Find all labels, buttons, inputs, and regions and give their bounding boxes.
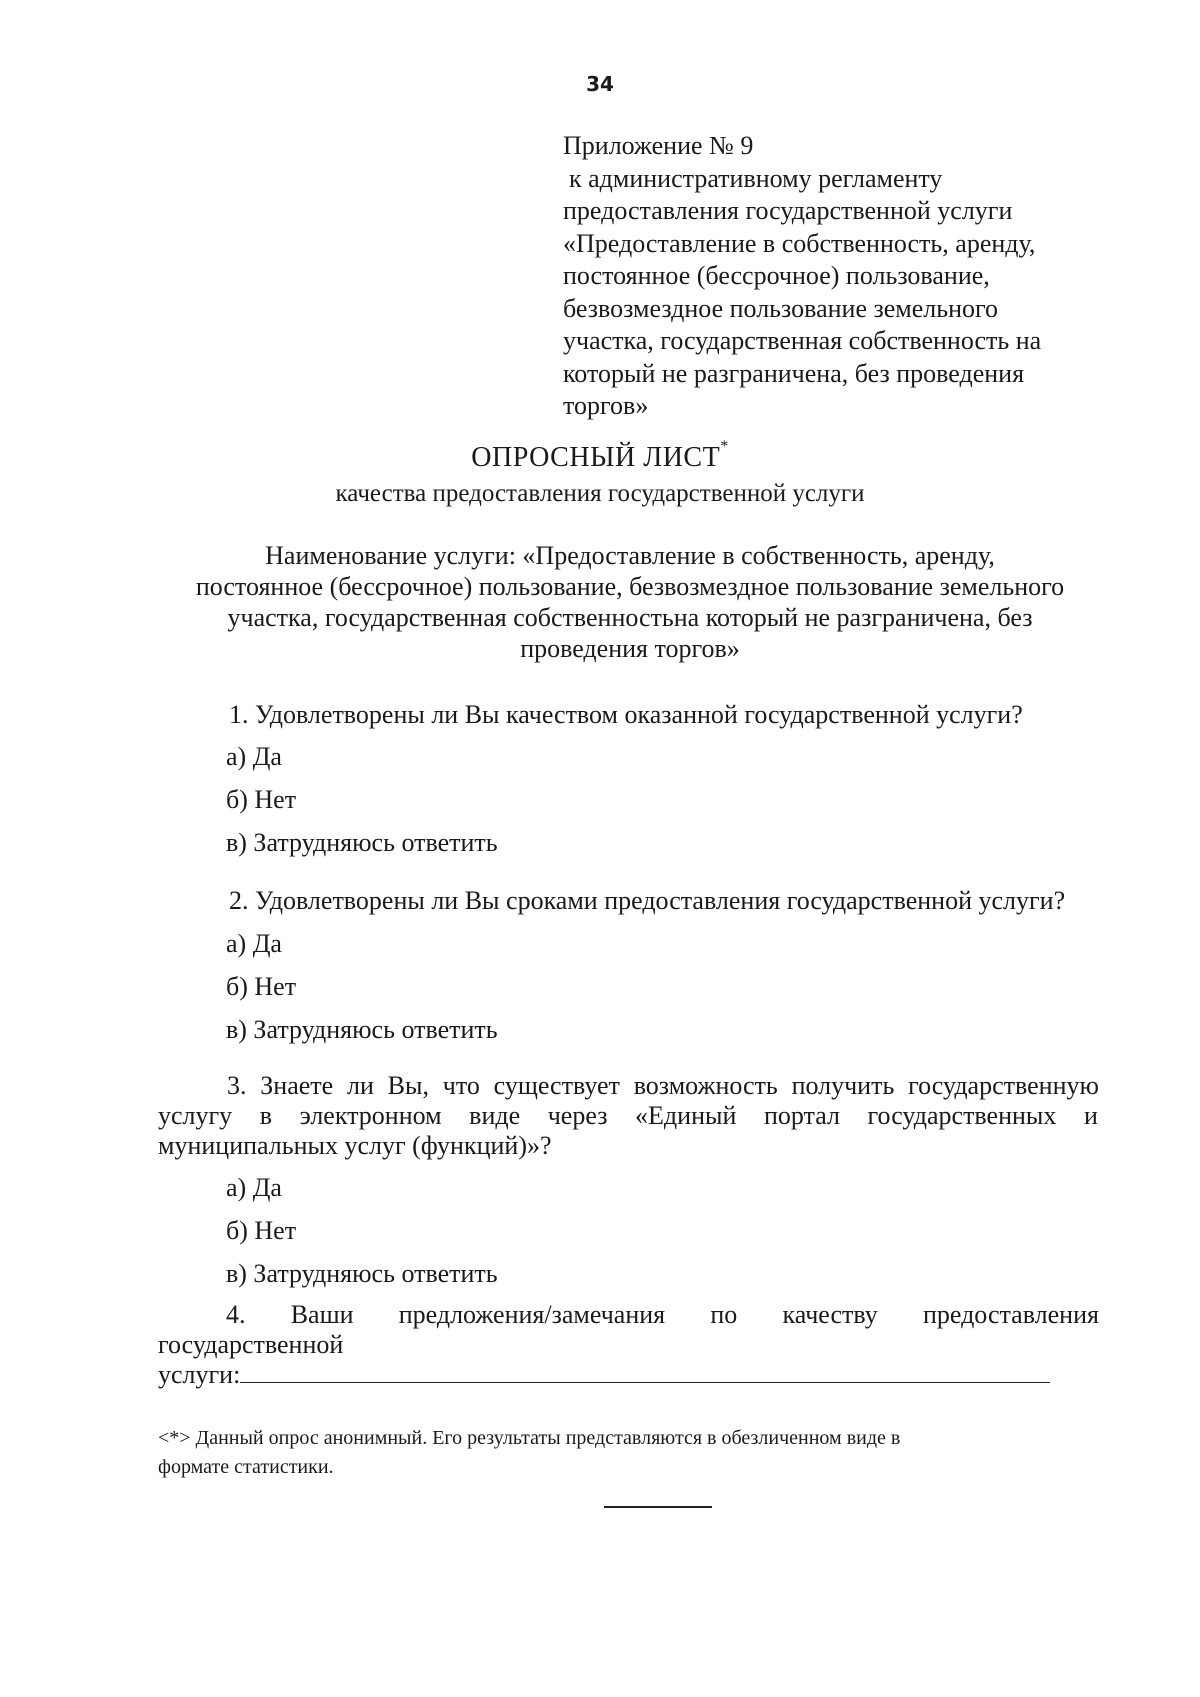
question-3-line-1	[227, 1071, 1099, 1101]
document-title-text: ОПРОСНЫЙ ЛИСТ	[471, 442, 721, 473]
question-4-line-3	[158, 1360, 1050, 1390]
question-2-option-c: в) Затрудняюсь ответить	[226, 1015, 498, 1044]
word: предоставления	[922, 1300, 1099, 1329]
service-name-line: проведения торгов»	[520, 634, 740, 663]
word: качеству	[782, 1300, 878, 1329]
question-3-option-a: а) Да	[226, 1173, 282, 1202]
question-1-text: 1. Удовлетворены ли Вы качеством оказанной государственной услуги?	[229, 700, 1023, 729]
question-1-option-a: а) Да	[226, 742, 282, 771]
service-name-line: постоянное (бессрочное) пользование, безвозмездное пользование земельного	[195, 572, 1065, 601]
appendix-line: безвозмездное пользование земельного	[563, 293, 999, 323]
word: возможность	[633, 1071, 778, 1100]
word: в	[259, 1101, 273, 1130]
appendix-line: который не разграничена, без проведения	[563, 358, 1025, 388]
question-2-option-b: б) Нет	[226, 972, 297, 1001]
appendix-line: Приложение № 9	[563, 131, 754, 160]
footnote-marker: *	[720, 438, 729, 455]
word: услугу	[158, 1101, 233, 1130]
word: Вы,	[387, 1071, 429, 1100]
appendix-line: «Предоставление в собственность, аренду,	[563, 228, 1036, 258]
footnote-line: формате статистики.	[158, 1456, 334, 1478]
appendix-line: постоянное (бессрочное) пользование,	[563, 261, 990, 290]
word: «Единый	[635, 1101, 737, 1130]
question-1-option-c: в) Затрудняюсь ответить	[226, 828, 498, 857]
appendix-line: торгов»	[563, 391, 649, 420]
page-number: 34	[586, 72, 614, 96]
service-name-line: Наименование услуги: «Предоставление в собственность, аренду,	[265, 541, 995, 570]
question-4-answer-label: услуги:	[158, 1360, 241, 1389]
word: существует	[493, 1071, 620, 1100]
appendix-line: к административному регламенту	[569, 163, 943, 193]
word: получить	[791, 1071, 895, 1100]
word: что	[442, 1071, 480, 1100]
word: портал	[763, 1101, 840, 1130]
closing-rule	[604, 1506, 712, 1508]
document-subtitle: качества предоставления государственной услуги	[335, 480, 865, 507]
appendix-line: участка, государственная собственность на	[563, 326, 1042, 355]
word: государственных	[867, 1101, 1057, 1130]
word: и	[1083, 1101, 1098, 1130]
question-3-option-b: б) Нет	[226, 1216, 297, 1245]
question-3-line-2	[158, 1101, 1098, 1131]
word: виде	[469, 1101, 521, 1130]
document-title	[0, 438, 1200, 474]
question-1-option-b: б) Нет	[226, 785, 297, 814]
appendix-header	[563, 130, 1083, 423]
footnote	[158, 1424, 1098, 1482]
word: по	[710, 1300, 738, 1329]
word: ли	[346, 1071, 374, 1100]
service-name-line: участка, государственная собственностьна который не разграничена, без	[227, 603, 1033, 632]
question-3-option-c: в) Затрудняюсь ответить	[226, 1259, 498, 1288]
word: Ваши	[290, 1300, 354, 1329]
question-2-text: 2. Удовлетворены ли Вы сроками предоставления государственной услуги?	[229, 886, 1066, 915]
answer-blank-line	[240, 1360, 1050, 1383]
appendix-line: предоставления государственной услуги	[563, 196, 1013, 225]
word: 3.	[227, 1071, 247, 1100]
question-4-line-2: государственной	[158, 1330, 344, 1359]
word: электронном	[299, 1101, 442, 1130]
word: через	[547, 1101, 608, 1130]
question-4-line-1	[226, 1300, 1099, 1330]
footnote-line: <*> Данный опрос анонимный. Его результаты представляются в обезличенном виде в	[158, 1427, 901, 1449]
question-2-option-a: а) Да	[226, 929, 282, 958]
question-3-line-3: муниципальных услуг (функций)»?	[158, 1131, 552, 1160]
word: государственную	[908, 1071, 1099, 1100]
word: Знаете	[260, 1071, 334, 1100]
service-name	[160, 540, 1100, 664]
word: предложения/замечания	[398, 1300, 666, 1329]
word: 4.	[226, 1300, 246, 1329]
